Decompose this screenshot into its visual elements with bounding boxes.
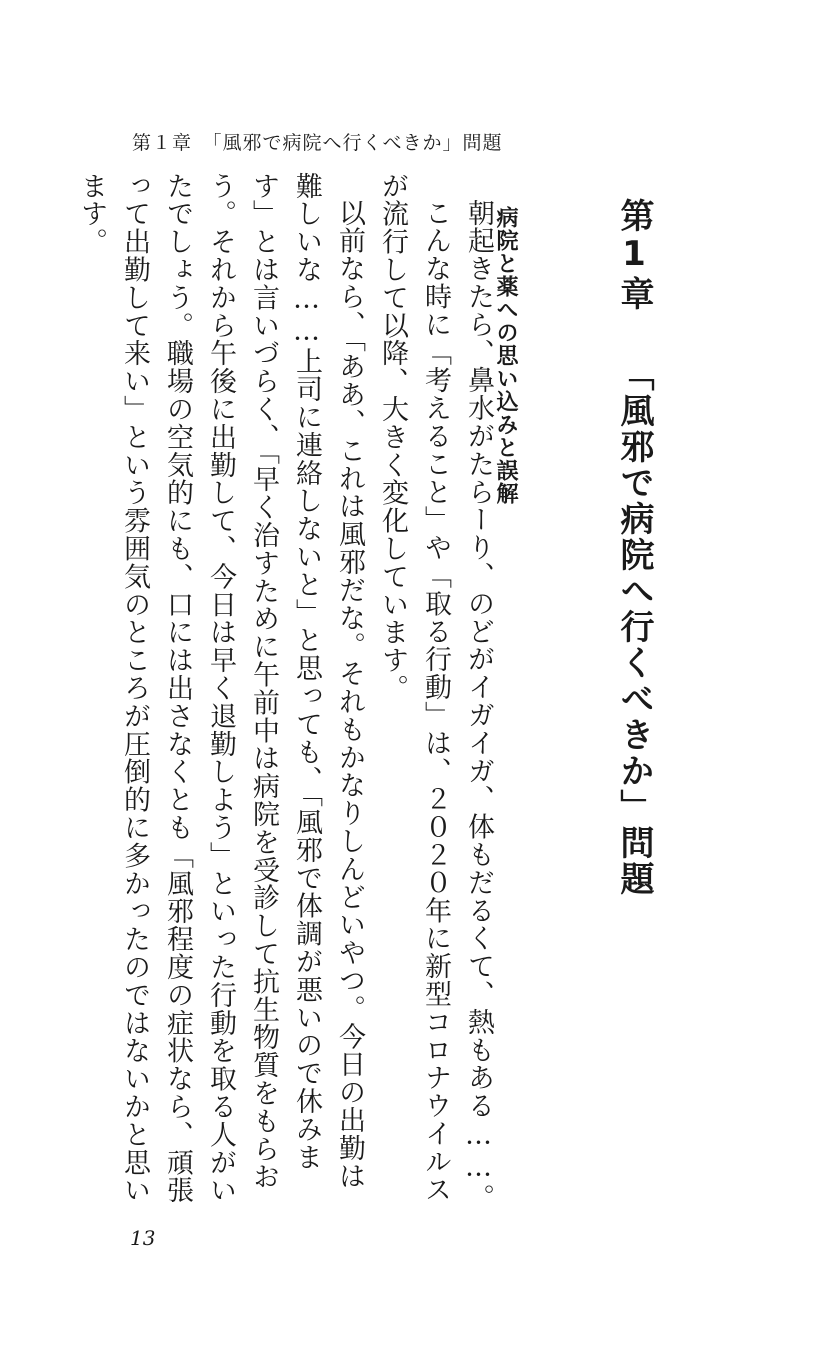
page-number: 13 bbox=[130, 1226, 156, 1250]
paragraph-1: 朝起きたら、鼻水がたらーり、のどがイガイガ、体もだるくて、熱もある……。 bbox=[463, 199, 494, 1212]
chapter-title bbox=[610, 198, 658, 897]
body-text bbox=[76, 172, 500, 1212]
chapter-title-text: 「風邪で病院へ行くべきか」問題 bbox=[614, 374, 654, 897]
paragraph-3: 以前なら、「ああ、これは風邪だな。それもかなりしんどいやつ。今日の出勤は難しいな……上司に連絡しないと」と思っても、「風邪で体調が悪いので休みます」とは言いづらく、「早く治すために午前中は病院を受診して抗生物質をもらおう。それから午後に出勤して、今日は早く退勤しよう」といった行動を取る人がいたでしょう。職場の空気的にも、口には出さなくとも「風邪程度の症状なら、頑張って出勤して来い」という雰囲気のところが圧倒的に多かったのではないかと思います。 bbox=[76, 172, 365, 1205]
paragraph-2: こんな時に「考えること」や「取る行動」は、２０２０年に新型コロナウイルスが流行して以降、大きく変化しています。 bbox=[377, 172, 451, 1204]
running-head: 第１章 「風邪で病院へ行くべきか」問題 bbox=[132, 132, 503, 154]
section-heading: 病院と薬への思い込みと誤解 bbox=[493, 206, 518, 505]
chapter-number: 第1章 bbox=[614, 198, 654, 312]
